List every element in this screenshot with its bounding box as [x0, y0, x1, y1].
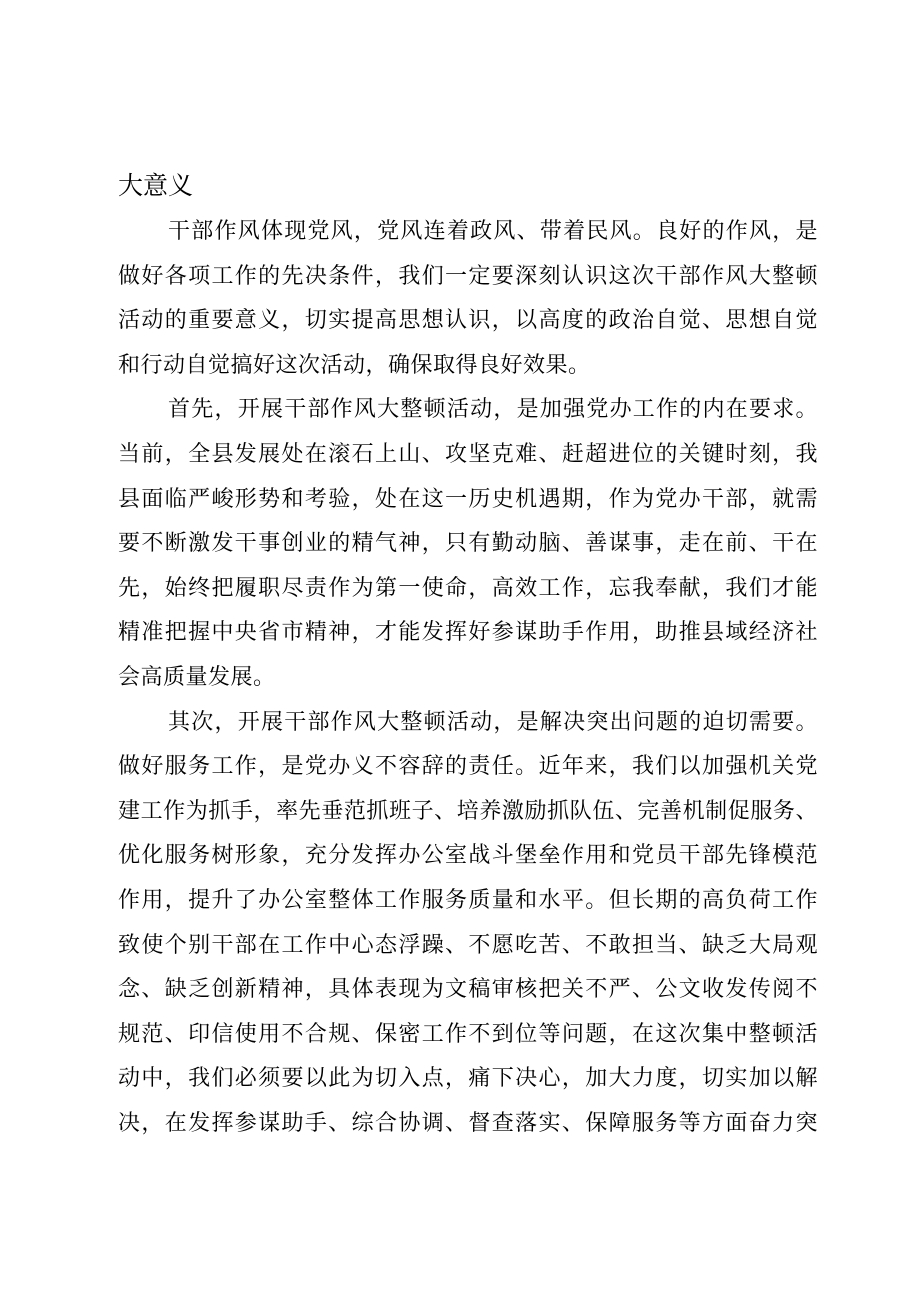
- paragraph-2-line-4: 要不断激发干事创业的精气神，只有勤动脑、善谋事，走在前、干在: [118, 531, 818, 557]
- paragraph-3-line-8: 规范、印信使用不合规、保密工作不到位等问题，在这次集中整顿活: [118, 1021, 818, 1047]
- section-heading: 大意义: [118, 171, 194, 200]
- paragraph-3-line-3: 建工作为抓手，率先垂范抓班子、培养激励抓队伍、完善机制促服务、: [118, 798, 818, 824]
- document-body: [118, 210, 818, 1146]
- paragraph-3-line-10: 决，在发挥参谋助手、综合协调、督查落实、保障服务等方面奋力突: [118, 1110, 818, 1136]
- paragraph-2-line-6: 精准把握中央省市精神，才能发挥好参谋助手作用，助推县域经济社: [118, 620, 818, 646]
- paragraph-3-line-1: 其次，开展干部作风大整顿活动，是解决突出问题的迫切需要。: [168, 709, 818, 735]
- paragraph-3-line-6: 致使个别干部在工作中心态浮躁、不愿吃苦、不敢担当、缺乏大局观: [118, 932, 818, 958]
- paragraph-3-line-7: 念、缺乏创新精神，具体表现为文稿审核把关不严、公文收发传阅不: [118, 977, 818, 1003]
- paragraph-3-line-9: 动中，我们必须要以此为切入点，痛下决心，加大力度，切实加以解: [118, 1066, 818, 1092]
- paragraph-1-line-2: 做好各项工作的先决条件，我们一定要深刻认识这次干部作风大整顿: [118, 263, 818, 289]
- paragraph-3-line-2: 做好服务工作，是党办义不容辞的责任。近年来，我们以加强机关党: [118, 754, 818, 780]
- paragraph-2-line-1: 首先，开展干部作风大整顿活动，是加强党办工作的内在要求。: [168, 397, 818, 423]
- paragraph-2-line-3: 县面临严峻形势和考验，处在这一历史机遇期，作为党办干部，就需: [118, 486, 818, 512]
- paragraph-3-line-5: 作用，提升了办公室整体工作服务质量和水平。但长期的高负荷工作: [118, 887, 818, 913]
- paragraph-3-line-4: 优化服务树形象，充分发挥办公室战斗堡垒作用和党员干部先锋模范: [118, 843, 818, 869]
- paragraph-1-line-1: 干部作风体现党风，党风连着政风、带着民风。良好的作风，是: [168, 219, 818, 244]
- paragraph-2-line-5: 先，始终把履职尽责作为第一使命，高效工作，忘我奉献，我们才能: [118, 575, 818, 601]
- paragraph-2-line-2: 当前，全县发展处在滚石上山、攻坚克难、赶超进位的关键时刻，我: [118, 441, 818, 467]
- paragraph-2-line-7: 会高质量发展。: [118, 664, 276, 690]
- paragraph-1-line-4: 和行动自觉搞好这次活动，确保取得良好效果。: [118, 352, 591, 378]
- paragraph-1-line-3: 活动的重要意义，切实提高思想认识，以高度的政治自觉、思想自觉: [118, 308, 818, 334]
